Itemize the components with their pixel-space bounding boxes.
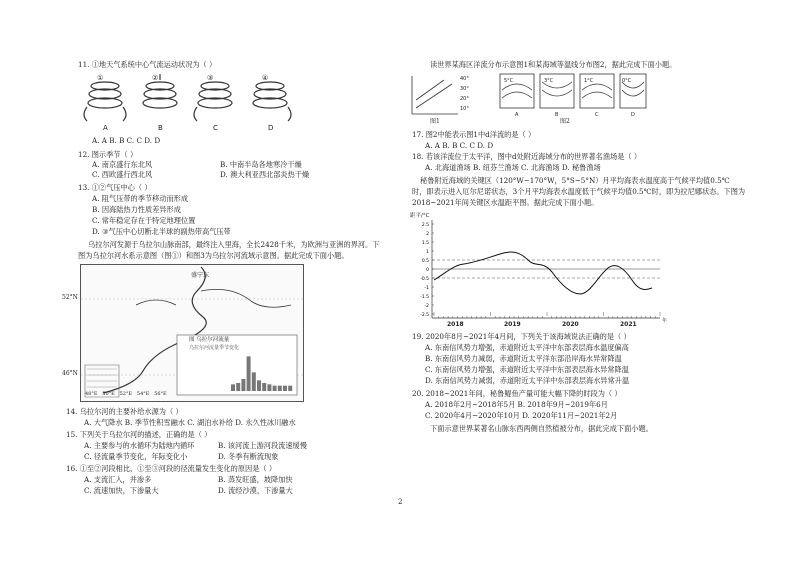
fig-label-3: ③ <box>207 74 214 82</box>
fig-sub-d: D <box>268 124 274 132</box>
ytick-label: -1 <box>424 286 429 291</box>
current-figures <box>408 70 648 120</box>
panel-d: D <box>631 112 635 118</box>
ytick-label: -2.5 <box>420 313 429 318</box>
ytick-label: -1.5 <box>420 295 429 300</box>
q18-stem: 18. 若该洋流位于太平洋，图中d处附近海域分布的世界著名渔场是（ ） <box>412 152 642 161</box>
ytick-label: -0.5 <box>420 277 429 282</box>
q16-option-d: D. 流经沙漠，下渗量大 <box>218 486 293 495</box>
para-line-1: 秘鲁附近海域的关键区（120°W~170°W，5°S~5°N）月平均海表水温度高于气候平均值0.5℃ <box>420 176 730 185</box>
lon-48: 48°E <box>85 391 98 397</box>
q12-option-d: D. 澳大利亚西北部炎热干燥 <box>220 170 310 179</box>
ytick-label: 1 <box>426 250 429 255</box>
discharge-bar <box>236 383 240 391</box>
fig-label-4: ④ <box>262 74 269 82</box>
temp-0: 0°C <box>622 78 632 84</box>
discharge-bar <box>278 386 282 391</box>
map-inset-note: 乌拉尔河流量季节变化 <box>189 345 240 351</box>
q12-option-b: B. 中南半岛各地寒冷干燥 <box>220 160 302 169</box>
q16-option-c: C. 流速加快，下渗量大 <box>84 486 159 495</box>
year-2018: 2018 <box>447 321 464 328</box>
intro-line-1: 乌拉尔河发源于乌拉尔山脉南部，最终注入里海，全长2428千米，为欧洲与亚洲的界河。下 <box>88 240 380 249</box>
discharge-bar <box>257 380 261 391</box>
lat-40: 40° <box>460 76 469 82</box>
panel-c: C <box>595 112 599 118</box>
lat-30: 30° <box>460 86 469 92</box>
fig-sub-b: B <box>158 124 163 132</box>
q13-option-a: A. 阻气压带的季节移动而形成 <box>92 194 189 203</box>
ytick-label: -2 <box>424 304 429 309</box>
discharge-bar <box>283 386 287 391</box>
year-2019: 2019 <box>504 321 521 328</box>
fig1-label: 图1 <box>430 118 440 125</box>
map-lat-top: 52°N <box>62 294 78 301</box>
right-intro: 读世界某海区洋流分布示意图1和某海域等温线分布图2，据此完成下面小题。 <box>430 60 677 69</box>
lon-52: 52°E <box>119 391 133 397</box>
temp-5: 5°C <box>504 78 514 84</box>
q19-option-d: D. 东南信风势力减弱，赤道附近太平洋中东部表层海水异常升温 <box>425 376 630 385</box>
q13-option-c: C. 常年稳定存在于特定地理位置 <box>92 216 196 225</box>
discharge-bar <box>267 384 271 391</box>
q11-options: A. A B. B C. C D. D <box>92 136 161 145</box>
lon-50: 50°E <box>102 391 115 397</box>
year-2021: 2021 <box>620 321 637 328</box>
q20-options-ab: A. 2018年2月~2018年5月 B. 2018年9月~2019年6月 <box>425 400 608 409</box>
page-number: 2 <box>398 498 403 506</box>
q12-stem: 12. 图示季节（ ） <box>78 150 138 159</box>
q20-stem: 20. 2018~2021年间，秘鲁鳀鱼产量可能大幅下降的时段为（ ） <box>412 389 622 398</box>
discharge-bar <box>252 372 256 391</box>
q15-stem: 15. 下列关于乌拉尔河的描述，正确的是（ ） <box>66 430 212 439</box>
q15-option-c: C. 径流量季节变化，年际变化小 <box>84 452 188 461</box>
chart-ylabel: 距平/°C <box>410 213 430 219</box>
q11-stem: 11. ①地天气系统中心气流运动状况为（ ） <box>78 60 217 69</box>
q13-option-d: D. ③气压中心切断北半球的副热带高气压带 <box>92 227 231 236</box>
q15-option-b: B. 该河流上游河段流速缓慢 <box>218 441 307 450</box>
lat-20: 20° <box>460 96 469 102</box>
q15-option-a: A. 主要参与的水循环为陆地内循环 <box>84 441 195 450</box>
q13-stem: 13. ①②气压中心（ ） <box>78 183 152 192</box>
discharge-bar <box>273 386 277 391</box>
discharge-bar <box>231 384 235 391</box>
q13-option-b: B. 因海陆热力性质差异形成 <box>92 205 181 214</box>
fig-label-2: ② <box>152 74 159 82</box>
fig-sub-a: A <box>103 124 108 132</box>
q19-option-b: B. 东南信风势力减弱，赤道附近太平洋东部沿岸海水异常降温 <box>425 354 622 363</box>
year-2020: 2020 <box>562 321 579 328</box>
panel-a: A <box>515 112 519 118</box>
q15-option-d: D. 冬季有断流现象 <box>218 452 279 461</box>
ytick-label: 2.5 <box>421 223 429 228</box>
swirl-icon-c <box>194 82 232 121</box>
q14-options: A. 大气降水 B. 季节性积雪融水 C. 湖泊水补给 D. 永久性冰川融水 <box>84 418 296 427</box>
temp-3: 3°C <box>544 78 554 84</box>
q16-option-a: A. 支流汇入，并渗多 <box>84 475 152 484</box>
map-place-label: 盛宁东 <box>191 272 210 279</box>
fig-label-1: ① <box>97 74 104 82</box>
q14-stem: 14. 乌拉尔河的主要补给水源为（ ） <box>66 407 183 416</box>
lat-10: 10° <box>460 106 469 112</box>
swirl-icon-b <box>143 74 177 108</box>
fig2-label: 图2 <box>560 118 570 125</box>
map-inset-title: 图 乌拉尔河流量 <box>189 337 230 343</box>
discharge-bar <box>241 379 245 391</box>
q12-option-a: A. 南京盛行东北风 <box>92 160 153 169</box>
ytick-label: 0 <box>426 268 429 273</box>
fig-sub-c: C <box>213 124 218 132</box>
q18-options: A. 北海道渔场 B. 纽芬兰渔场 C. 北海渔场 D. 秘鲁渔场 <box>425 163 601 172</box>
q19-option-a: A. 东南信风势力增强，赤道附近太平洋中东部表层海水温度偏高 <box>425 343 629 352</box>
closing-text: 下面示意世界某著名山脉东西两侧自然植被分布，据此完成下面小题。 <box>430 424 653 433</box>
sst-anomaly-chart <box>402 210 672 328</box>
q16-option-b: B. 蒸发旺盛，坡降加快 <box>218 475 293 484</box>
temp-1: 1°C <box>584 78 594 84</box>
swirl-icon-d <box>253 82 291 121</box>
q17-stem: 17. 图2中能表示图1中d洋流的是（ ） <box>412 130 536 139</box>
lon-56: 56°E <box>154 391 167 397</box>
q20-options-cd: C. 2020年4月~2020年10月 D. 2020年11月~2021年2月 <box>425 411 618 420</box>
q19-stem: 19. 2020年8月~2021年4月间，下列关于该海域说法正确的是（ ） <box>412 332 631 341</box>
para-line-3: 2018~2021年间关键区水温距平图。据此完成下面小题。 <box>412 198 599 207</box>
swirl-icon-a <box>84 82 126 121</box>
para-line-2: 时，即表示进入厄尔尼诺状态，3个月平均海表水温度低于气候平均值0.5℃时，即为拉尼娜状态。下图为 <box>412 187 746 196</box>
discharge-bar <box>262 383 266 391</box>
ytick-label: 2 <box>426 232 429 237</box>
q17-options: A. A B. B C. C D. D <box>425 141 494 150</box>
intro-line-2: 图为乌拉尔河水系示意图（图①）和图3为乌拉尔河流域示意图。据此完成下面小题。 <box>78 251 349 260</box>
lon-54: 54°E <box>136 391 150 397</box>
q16-stem: 16. ①至②河段相比，①至③河段的径流量发生变化的原因是（ ） <box>66 464 277 473</box>
chart-xunit: 年 <box>662 318 668 324</box>
ytick-label: 1.5 <box>421 241 429 246</box>
discharge-bar <box>288 386 292 391</box>
ural-river-map <box>80 264 304 402</box>
map-lat-bottom: 46°N <box>62 370 78 377</box>
panel-b: B <box>555 112 559 118</box>
map-lon-labels <box>85 391 167 397</box>
ytick-label: 0.5 <box>421 259 429 264</box>
q19-option-c: C. 东南信风势力增强，赤道附近太平洋中东部表层海水异常降温 <box>425 365 629 374</box>
q11-figure <box>75 72 305 132</box>
discharge-bar <box>247 356 251 391</box>
q12-option-c: C. 西欧盛行西北风 <box>92 170 153 179</box>
